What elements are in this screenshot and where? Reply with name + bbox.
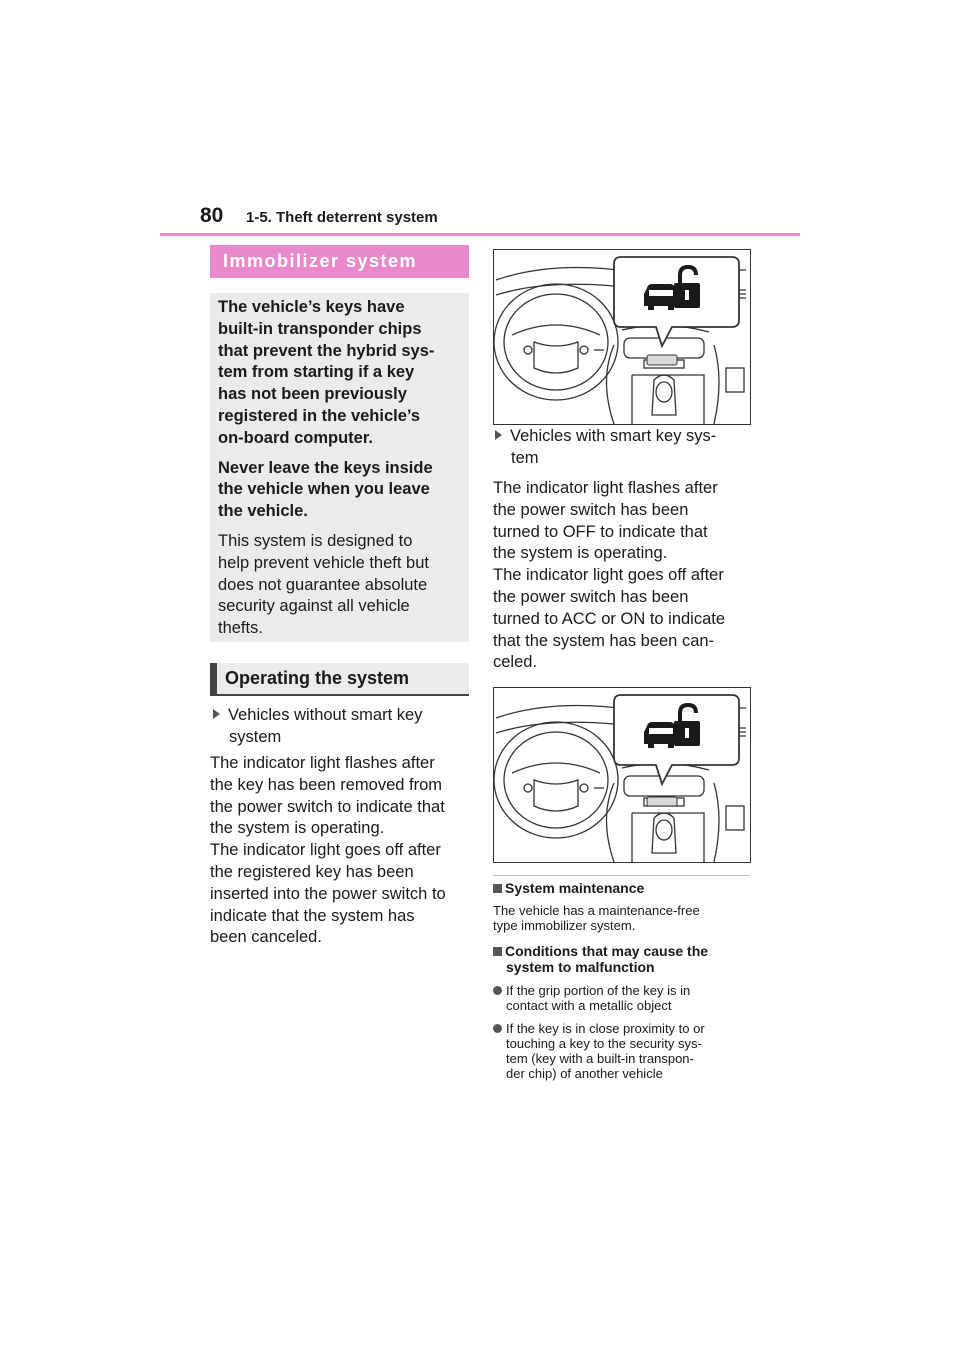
section-title: 1-5. Theft deterrent system — [246, 209, 438, 226]
info-bold-paragraph-2 — [218, 458, 459, 523]
line: tem from starting if a key — [218, 363, 415, 382]
triangle-bullet-icon — [495, 430, 502, 440]
bullet-without-smart-key: Vehicles without smart key system — [213, 705, 463, 749]
line: The vehicle’s keys have — [218, 298, 405, 316]
notes-divider — [493, 875, 749, 876]
maintenance-text: The vehicle has a maintenance-free type immobilizer system. — [493, 903, 700, 933]
info-bold-paragraph-1 — [218, 297, 459, 450]
line: registered in the vehicle’s — [218, 406, 421, 425]
line: does not guarantee absolute — [218, 575, 428, 594]
line: security against all vehicle — [218, 597, 410, 616]
immobilizer-heading: Immobilizer system — [210, 245, 469, 278]
operating-heading: Operating the system — [210, 663, 469, 696]
dashboard-illustration-svg — [494, 250, 750, 424]
page-number: 80 — [200, 204, 224, 227]
bullet-with-smart-key: Vehicles with smart key sys- tem — [495, 426, 745, 470]
condition-bullet-2: If the key is in close proximity to or touching a key to the security sys- tem (key with a built-in transpon- der chip) of another vehicle — [493, 1021, 755, 1081]
line: the vehicle. — [218, 502, 308, 521]
condition-bullet-1: If the grip portion of the key is in contact with a metallic object — [493, 983, 755, 1013]
conditions-heading: Conditions that may cause the system to malfunction — [493, 943, 753, 975]
line: Never leave the keys inside — [218, 458, 433, 477]
maintenance-heading: System maintenance — [493, 880, 753, 896]
line: that prevent the hybrid sys- — [218, 341, 435, 360]
dashboard-illustration-no-smart-key — [493, 687, 751, 863]
triangle-bullet-icon — [213, 709, 220, 719]
line: This system is designed to — [218, 531, 413, 550]
circle-bullet-icon — [493, 986, 502, 995]
header-rule — [160, 233, 800, 236]
dashboard-illustration-svg — [494, 688, 750, 862]
line: help prevent vehicle theft but — [218, 553, 429, 572]
info-paragraph-3 — [218, 531, 459, 640]
line: thefts. — [218, 619, 263, 638]
circle-bullet-icon — [493, 1024, 502, 1033]
line: the vehicle when you leave — [218, 480, 430, 499]
square-bullet-icon — [493, 947, 502, 956]
dashboard-illustration-smart-key — [493, 249, 751, 425]
left-body-text: The indicator light flashes after the key has been removed from the power switch to indicate that the system is operating. The indicator light goes off after the registered key has been inserted into the power switch to indicate that the system has been canceled. — [210, 754, 446, 947]
line: on-board computer. — [218, 428, 373, 447]
immobilizer-info-box — [210, 293, 469, 642]
line: has not been previously — [218, 385, 407, 404]
square-bullet-icon — [493, 884, 502, 893]
right-body-text: The indicator light flashes after the power switch has been turned to OFF to indicate that the system is operating. The indicator light goes off after the power switch has been turned to ACC or ON to indicate that the system has been can- celed. — [493, 479, 726, 672]
line: built-in transponder chips — [218, 319, 422, 338]
